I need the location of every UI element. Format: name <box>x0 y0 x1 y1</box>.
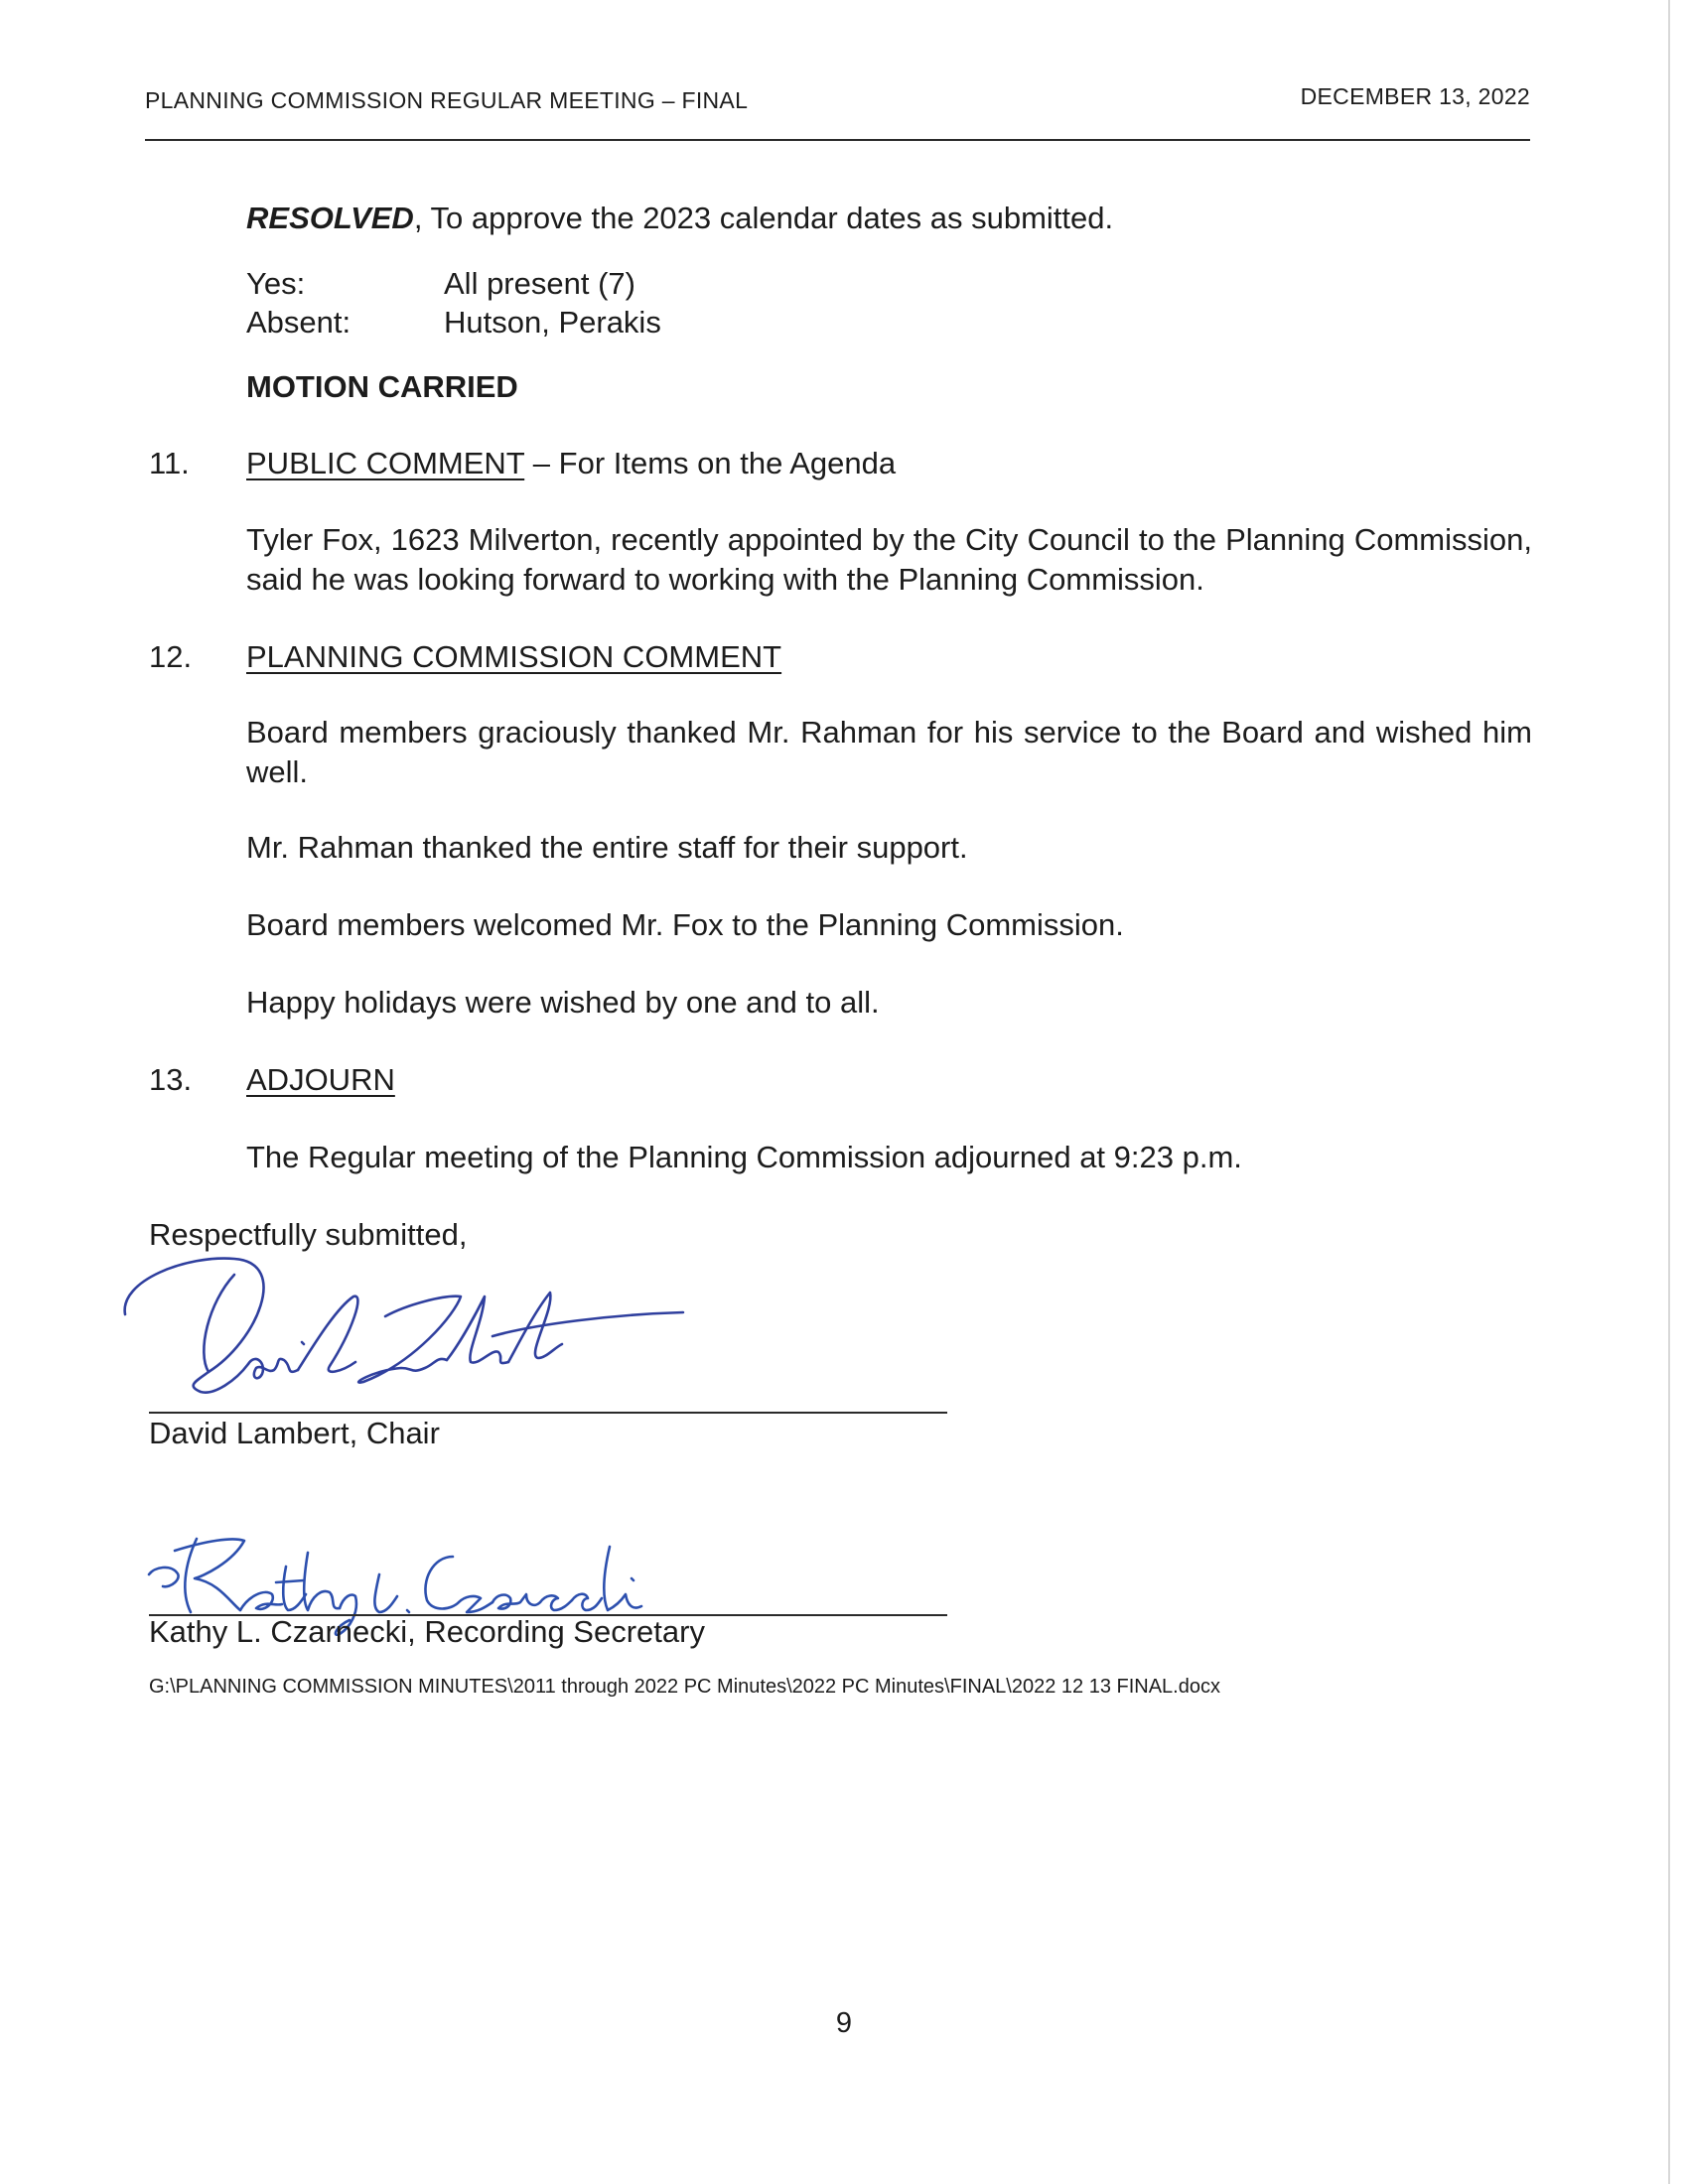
section-12-paragraph-2: Mr. Rahman thanked the entire staff for their support. <box>246 830 968 865</box>
section-12-number: 12. <box>149 639 193 674</box>
resolution-line <box>246 199 1113 238</box>
section-11-number: 11. <box>149 446 190 480</box>
section-13-number: 13. <box>149 1062 193 1097</box>
chair-signature-strokes <box>125 1259 683 1393</box>
section-11-paragraph-1: Tyler Fox, 1623 Milverton, recently appointed by the City Council to the Planning Commission, said he was looking forward to working with the Planning Commission. <box>246 522 1532 597</box>
resolved-keyword: RESOLVED <box>246 201 414 235</box>
section-12-paragraph-1: Board members graciously thanked Mr. Rahman for his service to the Board and wished him well. <box>246 715 1532 789</box>
section-11-heading: PUBLIC COMMENT <box>246 446 525 480</box>
section-13-heading-line <box>246 1060 395 1100</box>
section-12-heading: PLANNING COMMISSION COMMENT <box>246 639 782 674</box>
vote-absent-value: Hutson, Perakis <box>444 305 661 340</box>
header-date: DECEMBER 13, 2022 <box>1300 83 1530 109</box>
page-header <box>145 83 1530 141</box>
page-number: 9 <box>835 2007 853 2039</box>
chair-name: David Lambert, Chair <box>149 1416 440 1450</box>
resolution-text: , To approve the 2023 calendar dates as submitted. <box>413 201 1114 235</box>
vote-absent-label: Absent: <box>246 305 352 340</box>
section-12-heading-line <box>246 637 781 677</box>
section-11-heading-line <box>246 444 896 483</box>
section-13-heading: ADJOURN <box>246 1062 395 1097</box>
section-12-paragraph-3: Board members welcomed Mr. Fox to the Planning Commission. <box>246 907 1124 942</box>
vote-yes-value: All present (7) <box>444 266 635 301</box>
closing-text: Respectfully submitted, <box>149 1217 468 1252</box>
header-title: PLANNING COMMISSION REGULAR MEETING – FINAL <box>145 87 749 113</box>
vote-yes-label: Yes: <box>246 266 306 301</box>
chair-signature <box>117 1253 703 1412</box>
page-edge <box>1668 0 1670 2184</box>
section-11-heading-suffix: – For Items on the Agenda <box>524 446 897 480</box>
file-path: G:\PLANNING COMMISSION MINUTES\2011 through 2022 PC Minutes\2022 PC Minutes\FINAL\2022 12 13 FINAL.docx <box>149 1676 1220 1698</box>
section-13-paragraph-1: The Regular meeting of the Planning Commission adjourned at 9:23 p.m. <box>246 1140 1242 1174</box>
secretary-name: Kathy L. Czarnecki, Recording Secretary <box>149 1614 705 1649</box>
section-12-paragraph-4: Happy holidays were wished by one and to all. <box>246 985 880 1020</box>
motion-result: MOTION CARRIED <box>246 369 518 404</box>
